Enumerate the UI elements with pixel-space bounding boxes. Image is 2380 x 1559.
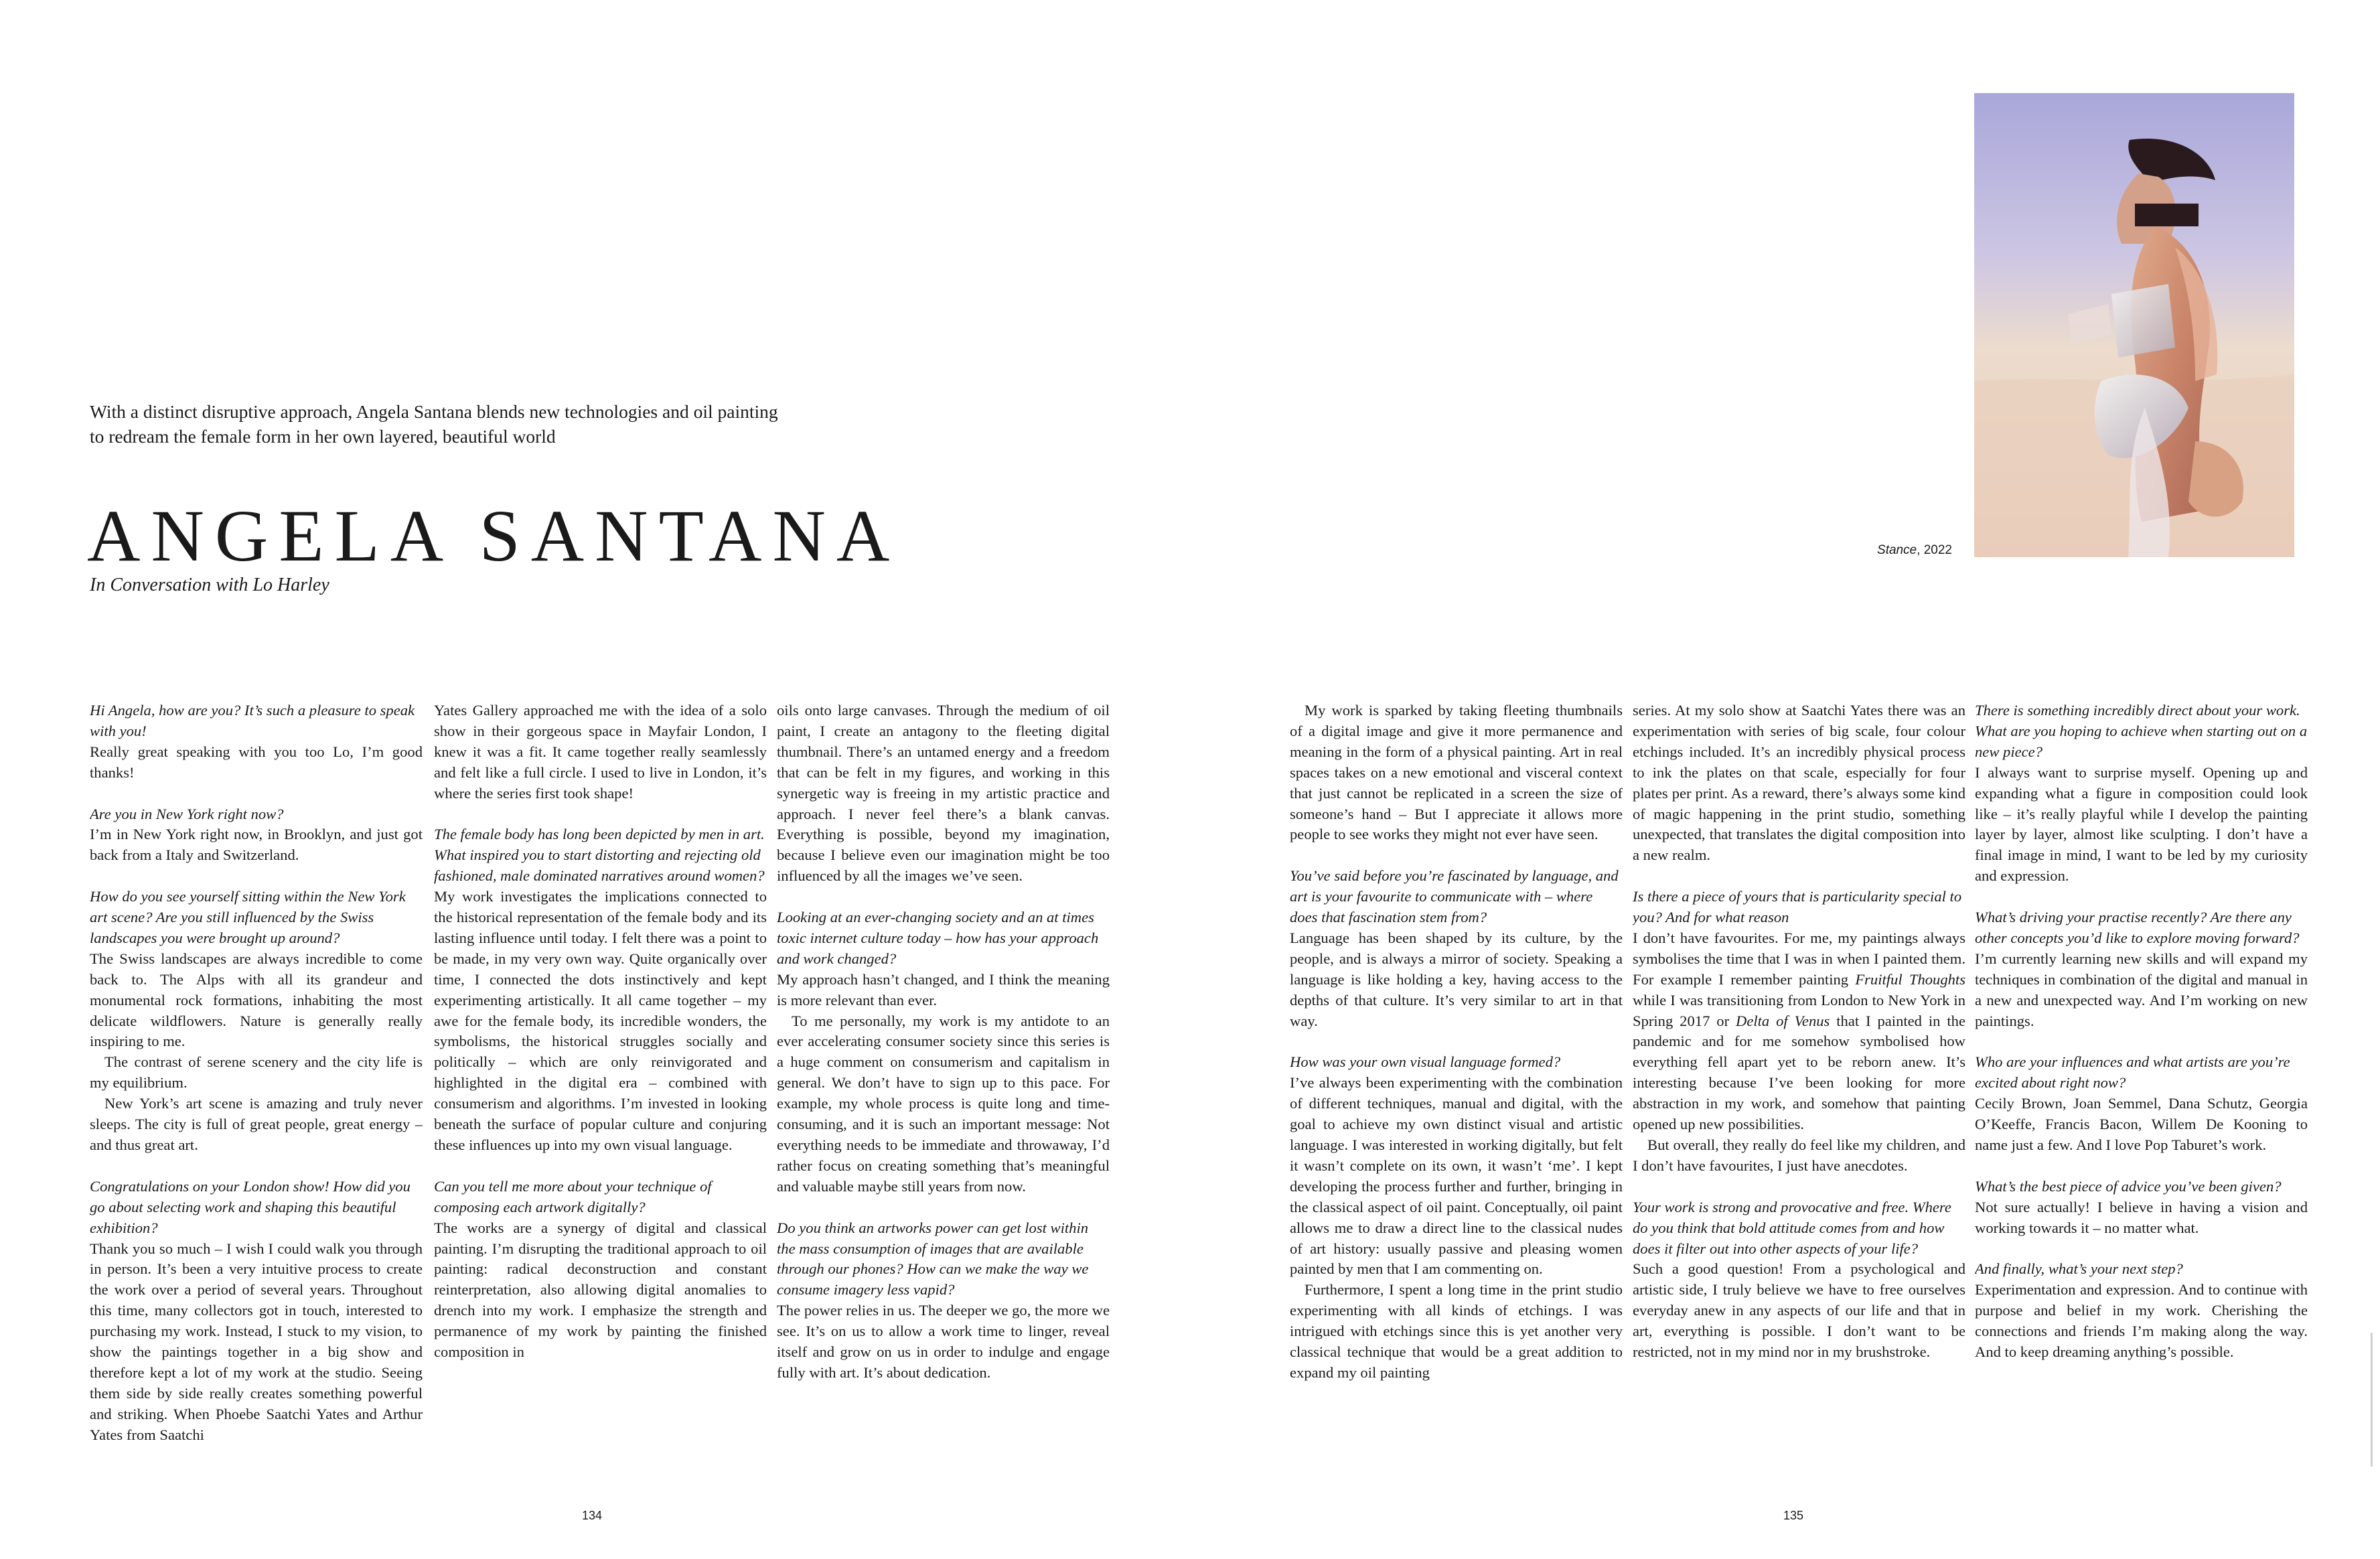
question: There is something incredibly direct about your work. What are you hoping to achieve when starting out on a new piece? (1975, 702, 2308, 760)
artwork-caption (1801, 542, 1952, 559)
painting-title: Delta of Venus (1736, 1012, 1830, 1029)
answer: My work is sparked by taking fleeting thumbnails of a digital image and give it more permanence and meaning in the form of a physical painting. Art in real spaces takes on a new emotional and visceral context that just cannot be replicated in a screen the size of someone’s hand – But I appreciate it allows more people to see works they might not ever have seen. (1290, 702, 1623, 843)
question: Your work is strong and provocative and free. Where do you think that bold attitude comes from and how does it filter out into other aspects of your life? (1633, 1198, 1951, 1257)
answer: I always want to surprise myself. Opening up and expanding what a figure in composition could look like – it’s really playful while I develop the painting layer by layer, almost like sculpting. I don’t have a final image in mind, I want to be led by my curiosity and expression. (1975, 763, 2308, 885)
article-subtitle: In Conversation with Lo Harley (90, 575, 329, 595)
caption-title: Stance (1877, 543, 1917, 557)
answer: series. At my solo show at Saatchi Yates there was an experimentation with series of big scale, four colour etchings included. It’s an incredibly physical process to ink the plates on that scale, especially for four plates per print. As a reward, there’s always some kind of magic happening in the print studio, something unexpected, that translates the digital composition into a new realm. (1633, 702, 1965, 864)
question: How do you see yourself sitting within the New York art scene? Are you still influenced by the Swiss landscapes you were brought up around? (90, 888, 406, 946)
page-number-left: 134 (581, 1509, 603, 1522)
page-number-right: 135 (1783, 1509, 1804, 1522)
question: The female body has long been depicted by men in art. What inspired you to start distorting and rejecting old fashioned, male dominated narratives around women? (434, 826, 765, 885)
answer: The contrast of serene scenery and the city life is my equilibrium. (90, 1053, 423, 1092)
answer: I’m currently learning new skills and will expand my techniques in combination of the digital and manual in a new and unexpected way. And I’m working on new paintings. (1975, 950, 2308, 1029)
answer: Cecily Brown, Joan Semmel, Dana Schutz, Georgia O’Keeffe, Francis Bacon, Willem De Kooning to name just a few. And I love Pop Taburet’s work. (1975, 1095, 2308, 1153)
question: What’s driving your practise recently? Are there any other concepts you’d like to explore moving forward? (1975, 909, 2300, 946)
question: Looking at an ever-changing society and an at times toxic internet culture today – how has your approach and work changed? (777, 909, 1099, 967)
question: How was your own visual language formed? (1290, 1053, 1561, 1071)
answer: I’m in New York right now, in Brooklyn, and just got back from a Italy and Switzerland. (90, 826, 423, 864)
question: Who are your influences and what artists are you’re excited about right now? (1975, 1053, 2290, 1092)
text-column-4 (1290, 700, 1623, 1471)
answer-text: while I was transitioning from London to New York in Spring 2017 or (1633, 991, 1965, 1029)
caption-year: , 2022 (1917, 543, 1952, 557)
answer: oils onto large canvases. Through the medium of oil paint, I create an antagony to the fleeting digital thumbnail. There’s an untamed energy and a freedom that can be felt in my figures, and working in this synergetic way is freeing in my artistic practice and approach. I never feel there’s a blank canvas. Everything is possible, beyond my imagination, because I believe even our imagination might be too influenced by all the images we’ve seen. (777, 702, 1110, 885)
answer: Thank you so much – I wish I could walk you through in person. It’s been a very intuitive process to create the work over a period of several years. Throughout this time, many collectors got in touch, interested to purchasing my work. Instead, I stuck to my vision, to show the paintings together in a big show and therefore kept a lot of my work at the studio. Seeing them side by side really creates something powerful and striking. When Phoebe Saatchi Yates and Arthur Yates from Saatchi (90, 1240, 423, 1443)
answer: Such a good question! From a psychological and artistic side, I truly believe we have to free ourselves everyday anew in any aspects of our life and that in art, everything is possible. I don’t want to be restricted, not in my mind nor in my brushstroke. (1633, 1260, 1965, 1361)
question: Hi Angela, how are you? It’s such a pleasure to speak with you! (90, 702, 415, 739)
answer: Furthermore, I spent a long time in the print studio experimenting with all kinds of etchings. I was intrigued with etchings since this is yet another very classical technique that would be a great addition to expand my oil painting (1290, 1281, 1623, 1381)
answer-text: that I painted in the pandemic and for me somehow symbolised how everything fell apart yet to be reborn anew. It’s interesting because I’ve been looking for more abstraction in my work, and somehow that painting opened up new possibilities. (1633, 1012, 1965, 1133)
question: Congratulations on your London show! How did you go about selecting work and shaping this beautiful exhibition? (90, 1177, 411, 1236)
answer: New York’s art scene is amazing and truly never sleeps. The city is full of great people, great energy – and thus great art. (90, 1095, 423, 1153)
answer (1633, 928, 1965, 1135)
answer-text: I don’t have favourites. For me, my paintings always symbolises the time that I was in when I painted them. For example I remember painting (1633, 929, 1965, 988)
answer: Not sure actually! I believe in having a vision and working towards it – no matter what. (1975, 1198, 2308, 1236)
question: Do you think an artworks power can get lost within the mass consumption of images that are available through our phones? How can we make the way we consume imagery less vapid? (777, 1219, 1089, 1298)
answer: Experimentation and expression. And to continue with purpose and belief in my work. Cherishing the connections and friends I’m making along the way. And to keep dreaming anything’s possible. (1975, 1281, 2308, 1361)
page-edge-mark (2371, 1333, 2373, 1467)
answer: My approach hasn’t changed, and I think the meaning is more relevant than ever. (777, 970, 1110, 1009)
painting-title: Fruitful Thoughts (1855, 970, 1965, 988)
answer: Really great speaking with you too Lo, I’m good thanks! (90, 743, 423, 781)
answer: But overall, they really do feel like my children, and I don’t have favourites, I just have anecdotes. (1633, 1136, 1965, 1174)
text-column-2 (434, 700, 767, 1471)
answer: The Swiss landscapes are always incredible to come back to. The Alps with all its grandeur and monumental rock formations, inhabiting the most delicate wildflowers. Nature is generally really inspiring to me. (90, 950, 423, 1050)
question: Is there a piece of yours that is particularity special to you? And for what reason (1633, 888, 1962, 926)
answer: My work investigates the implications connected to the historical representation of the female body and its lasting influence until today. I felt there was a point to be made, in my very own way. Quite organically over time, I connected the dots instinctively and kept experimenting artistically. It all came together – my awe for the female body, its incredible wonders, the symbolisms, the historical struggles socially and politically – which are only reinvigorated and highlighted in the digital era – combined with consumerism and algorithms. I’m invested in looking beneath the surface of popular culture and conjuring these influences up into my own visual language. (434, 888, 767, 1154)
text-column-3 (777, 700, 1110, 1471)
intro-paragraph: With a distinct disruptive approach, Angela Santana blends new technologies and oil painting to redream the female form in her own layered, beautiful world (90, 401, 778, 447)
question: Can you tell me more about your technique of composing each artwork digitally? (434, 1177, 712, 1215)
question: What’s the best piece of advice you’ve been given? (1975, 1177, 2282, 1195)
question: Are you in New York right now? (90, 805, 284, 822)
question: You’ve said before you’re fascinated by language, and art is your favourite to communicate with – where does that fascination stem from? (1290, 867, 1619, 926)
answer: Language has been shaped by its culture, by the people, and is always a mirror of society. Speaking a language is like holding a key, having access to the depths of that culture. It’s very similar to art in that way. (1290, 929, 1623, 1029)
artwork-image (1974, 93, 2294, 557)
answer: Yates Gallery approached me with the idea of a solo show in their gorgeous space in Mayfair London, I knew it was a fit. It came together really seamlessly and felt like a full circle. I used to live in London, it’s where the series first took shape! (434, 702, 767, 802)
article-title: ANGELA SANTANA (87, 495, 901, 577)
text-column-1 (90, 700, 423, 1471)
text-column-5 (1633, 700, 1965, 1471)
question: And finally, what’s your next step? (1975, 1260, 2183, 1278)
text-column-6 (1975, 700, 2308, 1471)
answer: To me personally, my work is my antidote to an ever accelerating consumer society since this series is a huge comment on consumerism and capitalism in general. We don’t have to sign up to this pace. For example, my whole process is quite long and time-consuming, and it is such an important message: Not everything needs to be immediate and throwaway, I’d rather focus on creating something that’s meaningful and valuable maybe still years from now. (777, 1012, 1110, 1195)
answer: The works are a synergy of digital and classical painting. I’m disrupting the traditional approach to oil painting: radical deconstruction and constant reinterpretation, also allowing digital anomalies to drench into my work. I emphasize the strength and permanence of my work by painting the finished composition in (434, 1219, 767, 1361)
answer: I’ve always been experimenting with the combination of different techniques, manual and digital, with the goal to achieve my own distinct visual and artistic language. I was interested in working digitally, but felt it wasn’t complete on its own, it wasn’t ‘me’. I kept developing the process further and further, bringing in the classical aspect of oil paint. Conceptually, oil paint allows me to draw a direct line to the classical nudes of art history: usually passive and pleasing women painted by men that I am commenting on. (1290, 1074, 1623, 1278)
answer: The power relies in us. The deeper we go, the more we see. It’s on us to allow a work time to linger, reveal itself and grow on us in order to indulge and engage fully with art. It’s about dedication. (777, 1302, 1110, 1381)
